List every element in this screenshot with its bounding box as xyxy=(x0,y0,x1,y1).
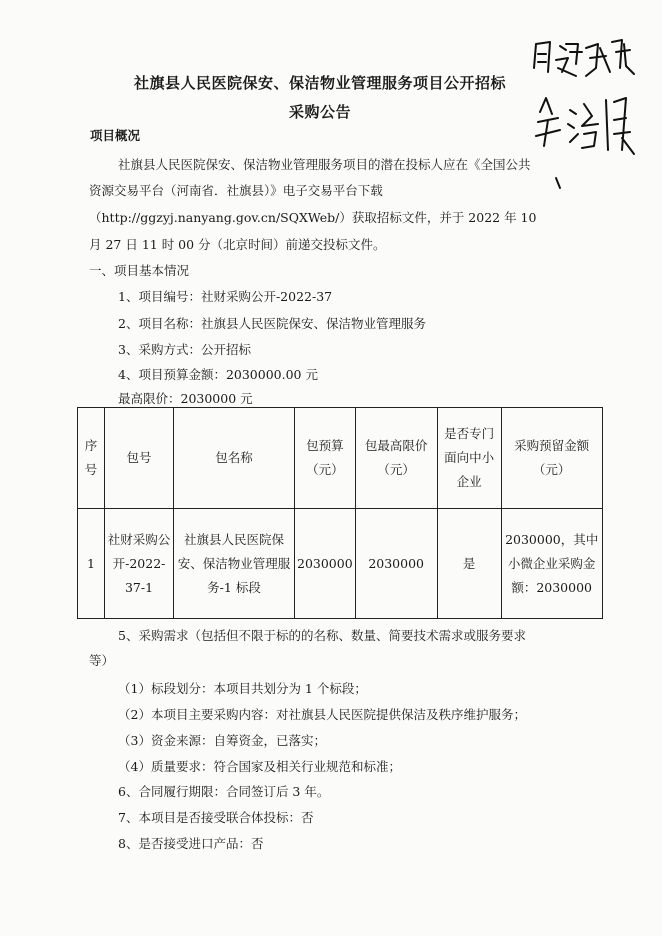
procurement-table xyxy=(77,407,603,619)
table-header-row xyxy=(78,408,603,509)
th-package-no: 包号 xyxy=(105,408,174,509)
requirement-item-4: （4）质量要求：符合国家及相关行业规范和标准； xyxy=(118,759,401,774)
doc-title-line1: 社旗县人民医院保安、保洁物业管理服务项目公开招标 xyxy=(133,74,506,92)
project-budget: 4、项目预算金额：2030000.00 元 xyxy=(118,367,318,382)
th-seq: 序号 xyxy=(78,408,105,509)
requirement-item-2: （2）本项目主要采购内容：对社旗县人民医院提供保洁及秩序维护服务； xyxy=(118,707,526,722)
basic-heading: 一、项目基本情况 xyxy=(89,263,190,278)
imported-products: 8、是否接受进口产品：否 xyxy=(118,836,264,851)
requirement-item-1: （1）标段划分：本项目共划分为 1 个标段； xyxy=(118,681,367,696)
overview-line-2: 资源交易平台（河南省．社旗县）》电子交易平台下载 xyxy=(89,183,383,198)
requirements-intro-1: 5、采购需求（包括但不限于标的的名称、数量、简要技术需求或服务要求 xyxy=(118,628,526,643)
cell-seq: 1 xyxy=(78,509,105,619)
procurement-method: 3、采购方式：公开招标 xyxy=(118,342,251,357)
handwritten-signature xyxy=(526,38,636,208)
overview-line-4: 月 27 日 11 时 00 分（北京时间）前递交投标文件。 xyxy=(89,237,386,252)
doc-title-line2: 采购公告 xyxy=(288,103,351,121)
max-price: 最高限价：2030000 元 xyxy=(118,391,253,406)
overview-line-1: 社旗县人民医院保安、保洁物业管理服务项目的潜在投标人应在《全国公共 xyxy=(118,157,531,172)
cell-budget: 2030000 xyxy=(295,509,356,619)
project-number: 1、项目编号：社财采购公开-2022-37 xyxy=(118,289,333,304)
th-sme: 是否专门面向中小企业 xyxy=(437,408,501,509)
th-reserved: 采购预留金额（元） xyxy=(501,408,602,509)
consortium-bid: 7、本项目是否接受联合体投标：否 xyxy=(118,810,314,825)
cell-sme: 是 xyxy=(437,509,501,619)
requirement-item-3: （3）资金来源：自筹资金，已落实； xyxy=(118,733,326,748)
project-name: 2、项目名称：社旗县人民医院保安、保洁物业管理服务 xyxy=(118,316,426,331)
table-row xyxy=(78,509,603,619)
requirements-intro-2: 等） xyxy=(89,653,115,668)
cell-package-no: 社财采购公开-2022-37-1 xyxy=(105,509,174,619)
th-budget: 包预算（元） xyxy=(295,408,356,509)
cell-package-name: 社旗县人民医院保安、保洁物业管理服务-1 标段 xyxy=(174,509,295,619)
overview-line-3: （http://ggzyj.nanyang.gov.cn/SQXWeb/）获取招标文件，并于 2022 年 10 xyxy=(89,210,537,225)
cell-reserved: 2030000，其中小微企业采购金额：2030000 xyxy=(501,509,602,619)
th-package-name: 包名称 xyxy=(174,408,295,509)
overview-heading: 项目概况 xyxy=(90,128,141,143)
contract-period: 6、合同履行期限：合同签订后 3 年。 xyxy=(118,784,330,799)
cell-max-price: 2030000 xyxy=(355,509,437,619)
th-max-price: 包最高限价（元） xyxy=(355,408,437,509)
